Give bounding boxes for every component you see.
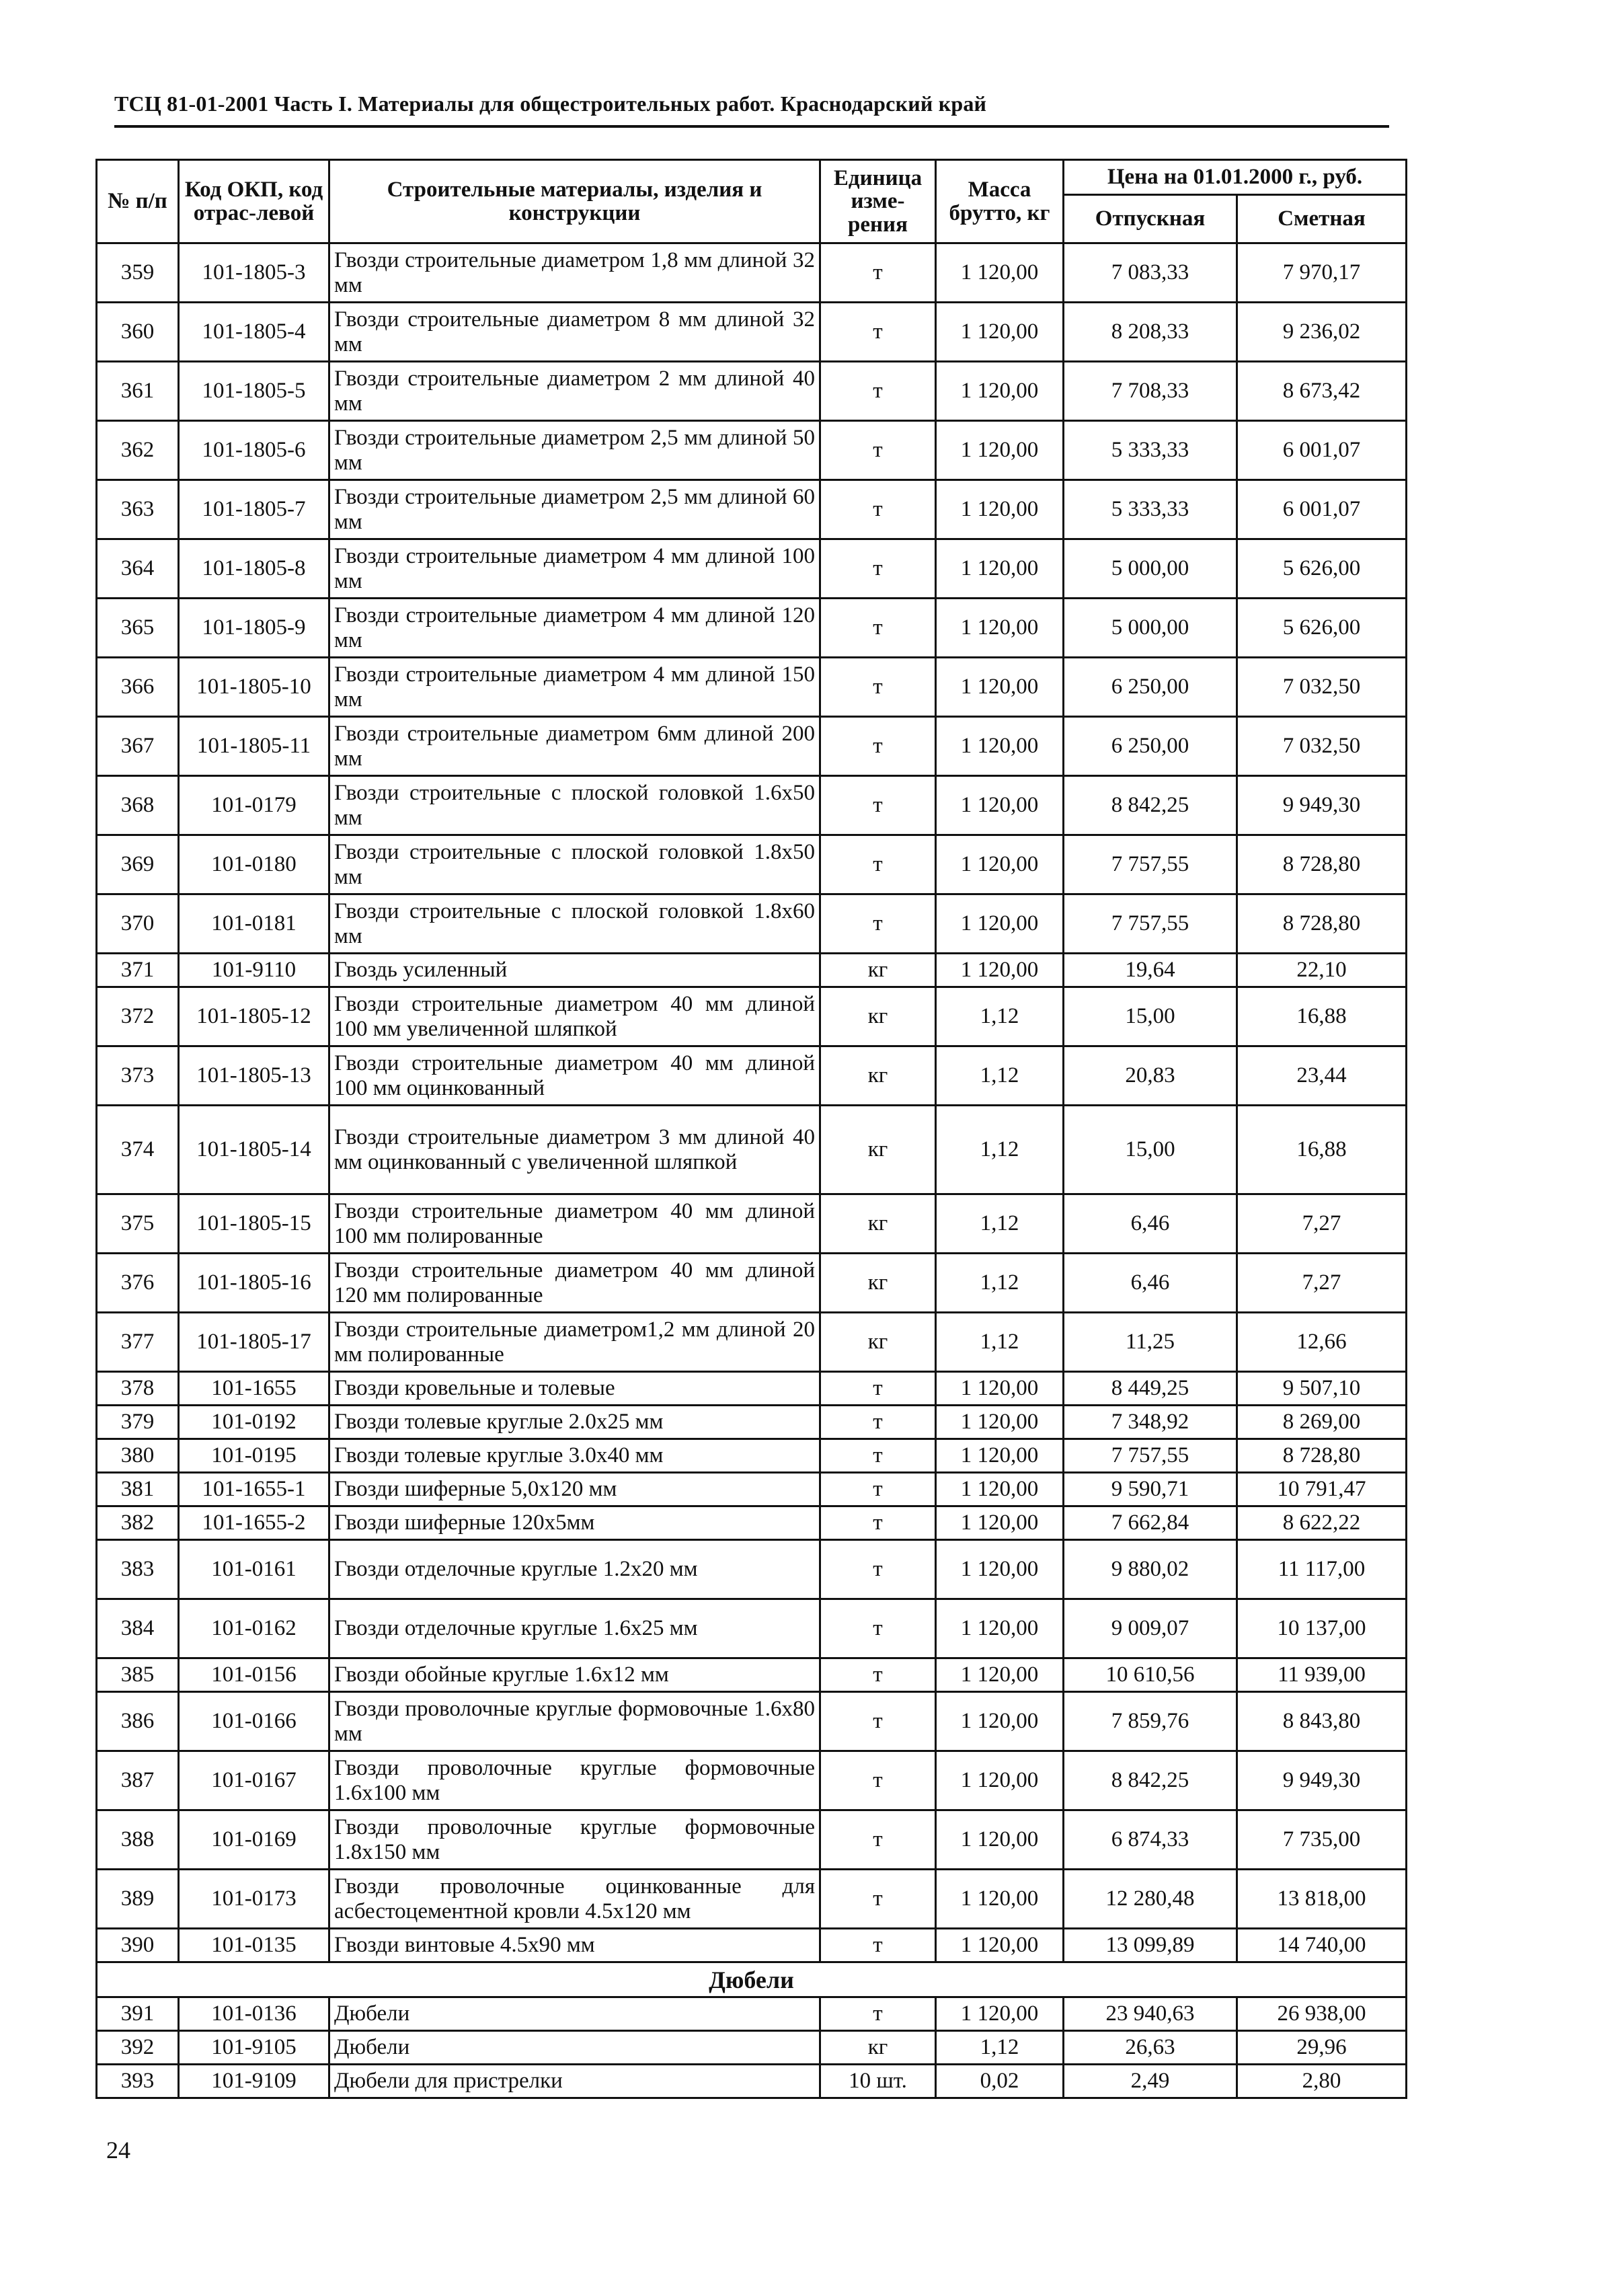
cell-code: 101-0192 xyxy=(179,1406,329,1439)
cell-name: Гвозди строительные диаметром 4 мм длиной 100 мм xyxy=(329,539,820,599)
cell-p2: 9 236,02 xyxy=(1237,303,1407,362)
cell-mass: 1 120,00 xyxy=(936,894,1064,954)
cell-name: Гвозди обойные круглые 1.6х12 мм xyxy=(329,1658,820,1692)
cell-p2: 5 626,00 xyxy=(1237,539,1407,599)
cell-name: Гвозди строительные диаметром 40 мм длиной 100 мм оцинкованный xyxy=(329,1046,820,1106)
cell-p1: 5 333,33 xyxy=(1064,480,1237,539)
cell-no: 366 xyxy=(97,658,179,717)
cell-unit: т xyxy=(820,1929,936,1962)
cell-code: 101-1805-17 xyxy=(179,1313,329,1372)
cell-p2: 8 728,80 xyxy=(1237,835,1407,894)
cell-unit: кг xyxy=(820,1254,936,1313)
cell-p2: 23,44 xyxy=(1237,1046,1407,1106)
cell-code: 101-9105 xyxy=(179,2031,329,2065)
cell-mass: 1 120,00 xyxy=(936,303,1064,362)
cell-code: 101-0173 xyxy=(179,1870,329,1929)
cell-p1: 15,00 xyxy=(1064,987,1237,1046)
table-row xyxy=(97,987,1407,1046)
cell-p1: 7 708,33 xyxy=(1064,362,1237,421)
cell-p1: 8 842,25 xyxy=(1064,776,1237,835)
cell-p2: 6 001,07 xyxy=(1237,421,1407,480)
table-row xyxy=(97,1997,1407,2031)
table-row xyxy=(97,421,1407,480)
table-row xyxy=(97,1439,1407,1473)
cell-p2: 16,88 xyxy=(1237,1106,1407,1194)
page-number: 24 xyxy=(106,2137,130,2164)
cell-unit: т xyxy=(820,1751,936,1810)
cell-code: 101-1805-14 xyxy=(179,1106,329,1194)
cell-p1: 7 083,33 xyxy=(1064,243,1237,303)
cell-unit: т xyxy=(820,1406,936,1439)
cell-code: 101-0180 xyxy=(179,835,329,894)
cell-no: 363 xyxy=(97,480,179,539)
cell-mass: 1 120,00 xyxy=(936,1473,1064,1506)
cell-p2: 13 818,00 xyxy=(1237,1870,1407,1929)
table-row xyxy=(97,2031,1407,2065)
header-price-release: Отпускная xyxy=(1064,195,1237,243)
cell-code: 101-0179 xyxy=(179,776,329,835)
cell-p1: 15,00 xyxy=(1064,1106,1237,1194)
cell-unit: т xyxy=(820,421,936,480)
cell-name: Дюбели для пристрелки xyxy=(329,2065,820,2098)
cell-no: 369 xyxy=(97,835,179,894)
cell-p1: 6,46 xyxy=(1064,1254,1237,1313)
cell-unit: т xyxy=(820,1439,936,1473)
cell-no: 371 xyxy=(97,954,179,987)
cell-no: 375 xyxy=(97,1194,179,1254)
cell-p2: 7,27 xyxy=(1237,1194,1407,1254)
cell-no: 390 xyxy=(97,1929,179,1962)
cell-p2: 8 728,80 xyxy=(1237,1439,1407,1473)
cell-name: Гвозди строительные диаметром 2 мм длиной 40 мм xyxy=(329,362,820,421)
cell-mass: 1 120,00 xyxy=(936,717,1064,776)
cell-mass: 1 120,00 xyxy=(936,954,1064,987)
table-row xyxy=(97,1254,1407,1313)
cell-code: 101-1805-16 xyxy=(179,1254,329,1313)
table-row xyxy=(97,1473,1407,1506)
cell-code: 101-1805-10 xyxy=(179,658,329,717)
cell-name: Гвозди строительные диаметром 3 мм длиной 40 мм оцинкованный с увеличенной шляпкой xyxy=(329,1106,820,1194)
table-row xyxy=(97,303,1407,362)
cell-unit: 10 шт. xyxy=(820,2065,936,2098)
table-row xyxy=(97,1810,1407,1870)
cell-no: 367 xyxy=(97,717,179,776)
cell-p2: 10 791,47 xyxy=(1237,1473,1407,1506)
cell-name: Дюбели xyxy=(329,2031,820,2065)
cell-p2: 2,80 xyxy=(1237,2065,1407,2098)
cell-p1: 7 757,55 xyxy=(1064,835,1237,894)
cell-mass: 1 120,00 xyxy=(936,1599,1064,1658)
cell-mass: 1 120,00 xyxy=(936,1540,1064,1599)
cell-unit: т xyxy=(820,717,936,776)
cell-unit: т xyxy=(820,1692,936,1751)
cell-no: 381 xyxy=(97,1473,179,1506)
cell-p2: 9 949,30 xyxy=(1237,1751,1407,1810)
materials-table xyxy=(95,159,1407,2099)
table-row xyxy=(97,658,1407,717)
cell-name: Гвозди проволочные оцинкованные для асбестоцементной кровли 4.5х120 мм xyxy=(329,1870,820,1929)
cell-no: 380 xyxy=(97,1439,179,1473)
cell-mass: 1,12 xyxy=(936,2031,1064,2065)
cell-mass: 1 120,00 xyxy=(936,1870,1064,1929)
cell-p1: 26,63 xyxy=(1064,2031,1237,2065)
cell-name: Гвозди проволочные круглые формовочные 1.6х80 мм xyxy=(329,1692,820,1751)
cell-name: Дюбели xyxy=(329,1997,820,2031)
table-row xyxy=(97,835,1407,894)
cell-no: 387 xyxy=(97,1751,179,1810)
cell-p2: 8 728,80 xyxy=(1237,894,1407,954)
header-no: № п/п xyxy=(97,160,179,243)
cell-name: Гвоздь усиленный xyxy=(329,954,820,987)
cell-mass: 1,12 xyxy=(936,987,1064,1046)
cell-p1: 7 662,84 xyxy=(1064,1506,1237,1540)
cell-no: 359 xyxy=(97,243,179,303)
cell-code: 101-1805-8 xyxy=(179,539,329,599)
cell-mass: 1 120,00 xyxy=(936,1658,1064,1692)
cell-mass: 1 120,00 xyxy=(936,1372,1064,1406)
cell-code: 101-0135 xyxy=(179,1929,329,1962)
cell-code: 101-1805-5 xyxy=(179,362,329,421)
header-rule xyxy=(114,125,1389,128)
cell-name: Гвозди строительные диаметром 4 мм длиной 120 мм xyxy=(329,599,820,658)
cell-p1: 5 000,00 xyxy=(1064,539,1237,599)
cell-code: 101-0156 xyxy=(179,1658,329,1692)
cell-no: 392 xyxy=(97,2031,179,2065)
cell-unit: кг xyxy=(820,987,936,1046)
table-row xyxy=(97,539,1407,599)
cell-code: 101-1805-3 xyxy=(179,243,329,303)
table-row xyxy=(97,2065,1407,2098)
cell-code: 101-0167 xyxy=(179,1751,329,1810)
cell-p1: 6 250,00 xyxy=(1064,717,1237,776)
cell-mass: 0,02 xyxy=(936,2065,1064,2098)
cell-unit: т xyxy=(820,1810,936,1870)
cell-no: 389 xyxy=(97,1870,179,1929)
table-row xyxy=(97,1599,1407,1658)
cell-p2: 5 626,00 xyxy=(1237,599,1407,658)
cell-unit: т xyxy=(820,303,936,362)
cell-name: Гвозди толевые круглые 3.0х40 мм xyxy=(329,1439,820,1473)
cell-no: 373 xyxy=(97,1046,179,1106)
cell-name: Гвозди строительные с плоской головкой 1.8х60 мм xyxy=(329,894,820,954)
cell-no: 384 xyxy=(97,1599,179,1658)
page-header: ТСЦ 81-01-2001 Часть I. Материалы для общестроительных работ. Краснодарский край xyxy=(114,91,987,116)
cell-name: Гвозди строительные диаметром 40 мм длиной 100 мм увеличенной шляпкой xyxy=(329,987,820,1046)
cell-mass: 1 120,00 xyxy=(936,421,1064,480)
cell-p2: 22,10 xyxy=(1237,954,1407,987)
cell-p2: 11 939,00 xyxy=(1237,1658,1407,1692)
cell-no: 376 xyxy=(97,1254,179,1313)
cell-p2: 14 740,00 xyxy=(1237,1929,1407,1962)
cell-p1: 9 880,02 xyxy=(1064,1540,1237,1599)
cell-code: 101-0161 xyxy=(179,1540,329,1599)
cell-mass: 1 120,00 xyxy=(936,1751,1064,1810)
cell-no: 368 xyxy=(97,776,179,835)
table-body xyxy=(97,243,1407,1962)
cell-p2: 29,96 xyxy=(1237,2031,1407,2065)
table-row xyxy=(97,1313,1407,1372)
cell-mass: 1 120,00 xyxy=(936,1810,1064,1870)
cell-name: Гвозди строительные диаметром 40 мм длиной 120 мм полированные xyxy=(329,1254,820,1313)
table-row xyxy=(97,894,1407,954)
cell-p1: 7 757,55 xyxy=(1064,894,1237,954)
cell-p2: 12,66 xyxy=(1237,1313,1407,1372)
cell-p1: 5 000,00 xyxy=(1064,599,1237,658)
table-row xyxy=(97,1106,1407,1194)
table-body-2 xyxy=(97,1997,1407,2098)
cell-mass: 1 120,00 xyxy=(936,362,1064,421)
section-row xyxy=(97,1962,1407,1997)
cell-p1: 11,25 xyxy=(1064,1313,1237,1372)
cell-mass: 1 120,00 xyxy=(936,776,1064,835)
table-row xyxy=(97,480,1407,539)
cell-unit: кг xyxy=(820,954,936,987)
cell-p2: 7 032,50 xyxy=(1237,658,1407,717)
header-mass: Масса брутто, кг xyxy=(936,160,1064,243)
cell-unit: кг xyxy=(820,1194,936,1254)
cell-code: 101-1805-9 xyxy=(179,599,329,658)
cell-p1: 2,49 xyxy=(1064,2065,1237,2098)
cell-name: Гвозди строительные диаметром 4 мм длиной 150 мм xyxy=(329,658,820,717)
cell-code: 101-0195 xyxy=(179,1439,329,1473)
table-row xyxy=(97,954,1407,987)
cell-name: Гвозди строительные диаметром 1,8 мм длиной 32 мм xyxy=(329,243,820,303)
cell-code: 101-9110 xyxy=(179,954,329,987)
table-row xyxy=(97,1506,1407,1540)
cell-unit: кг xyxy=(820,1046,936,1106)
cell-unit: т xyxy=(820,1372,936,1406)
cell-unit: т xyxy=(820,776,936,835)
cell-unit: т xyxy=(820,1658,936,1692)
cell-mass: 1 120,00 xyxy=(936,243,1064,303)
cell-unit: т xyxy=(820,362,936,421)
header-name: Строительные материалы, изделия и конструкции xyxy=(329,160,820,243)
cell-name: Гвозди строительные с плоской головкой 1.8х50 мм xyxy=(329,835,820,894)
cell-p1: 12 280,48 xyxy=(1064,1870,1237,1929)
cell-unit: кг xyxy=(820,2031,936,2065)
cell-unit: т xyxy=(820,1997,936,2031)
cell-code: 101-1805-4 xyxy=(179,303,329,362)
cell-no: 388 xyxy=(97,1810,179,1870)
table-row xyxy=(97,599,1407,658)
cell-name: Гвозди толевые круглые 2.0х25 мм xyxy=(329,1406,820,1439)
cell-p2: 11 117,00 xyxy=(1237,1540,1407,1599)
table-row xyxy=(97,717,1407,776)
cell-mass: 1,12 xyxy=(936,1254,1064,1313)
cell-unit: т xyxy=(820,1473,936,1506)
cell-p2: 8 673,42 xyxy=(1237,362,1407,421)
cell-p1: 6 250,00 xyxy=(1064,658,1237,717)
cell-p1: 7 348,92 xyxy=(1064,1406,1237,1439)
cell-no: 378 xyxy=(97,1372,179,1406)
cell-code: 101-1805-11 xyxy=(179,717,329,776)
cell-unit: кг xyxy=(820,1106,936,1194)
cell-unit: т xyxy=(820,1506,936,1540)
cell-code: 101-1805-15 xyxy=(179,1194,329,1254)
cell-name: Гвозди отделочные круглые 1.2х20 мм xyxy=(329,1540,820,1599)
cell-unit: т xyxy=(820,1870,936,1929)
table-row xyxy=(97,1929,1407,1962)
cell-p1: 7 859,76 xyxy=(1064,1692,1237,1751)
header-unit: Единица изме-рения xyxy=(820,160,936,243)
cell-code: 101-1655-2 xyxy=(179,1506,329,1540)
cell-no: 361 xyxy=(97,362,179,421)
table-row xyxy=(97,1692,1407,1751)
cell-p1: 5 333,33 xyxy=(1064,421,1237,480)
cell-unit: т xyxy=(820,658,936,717)
cell-p1: 8 449,25 xyxy=(1064,1372,1237,1406)
cell-no: 362 xyxy=(97,421,179,480)
cell-code: 101-1805-6 xyxy=(179,421,329,480)
cell-no: 364 xyxy=(97,539,179,599)
cell-p1: 8 842,25 xyxy=(1064,1751,1237,1810)
cell-no: 386 xyxy=(97,1692,179,1751)
cell-p2: 7 970,17 xyxy=(1237,243,1407,303)
cell-mass: 1 120,00 xyxy=(936,1439,1064,1473)
table-row xyxy=(97,1046,1407,1106)
cell-name: Гвозди винтовые 4.5х90 мм xyxy=(329,1929,820,1962)
cell-no: 382 xyxy=(97,1506,179,1540)
cell-code: 101-0162 xyxy=(179,1599,329,1658)
cell-name: Гвозди строительные диаметром 2,5 мм длиной 50 мм xyxy=(329,421,820,480)
cell-unit: т xyxy=(820,599,936,658)
table-row xyxy=(97,1372,1407,1406)
cell-unit: кг xyxy=(820,1313,936,1372)
cell-unit: т xyxy=(820,480,936,539)
cell-p2: 8 843,80 xyxy=(1237,1692,1407,1751)
cell-p2: 26 938,00 xyxy=(1237,1997,1407,2031)
cell-code: 101-1805-13 xyxy=(179,1046,329,1106)
cell-p1: 23 940,63 xyxy=(1064,1997,1237,2031)
cell-name: Гвозди строительные диаметром 2,5 мм длиной 60 мм xyxy=(329,480,820,539)
cell-p1: 6 874,33 xyxy=(1064,1810,1237,1870)
cell-mass: 1 120,00 xyxy=(936,1506,1064,1540)
cell-p1: 6,46 xyxy=(1064,1194,1237,1254)
table-row xyxy=(97,1658,1407,1692)
cell-no: 365 xyxy=(97,599,179,658)
cell-code: 101-1655 xyxy=(179,1372,329,1406)
cell-no: 374 xyxy=(97,1106,179,1194)
cell-code: 101-1655-1 xyxy=(179,1473,329,1506)
cell-name: Гвозди строительные диаметром 8 мм длиной 32 мм xyxy=(329,303,820,362)
cell-p2: 8 269,00 xyxy=(1237,1406,1407,1439)
cell-p2: 16,88 xyxy=(1237,987,1407,1046)
cell-p1: 19,64 xyxy=(1064,954,1237,987)
cell-mass: 1 120,00 xyxy=(936,539,1064,599)
cell-name: Гвозди отделочные круглые 1.6х25 мм xyxy=(329,1599,820,1658)
cell-p2: 7,27 xyxy=(1237,1254,1407,1313)
cell-code: 101-0181 xyxy=(179,894,329,954)
cell-p1: 10 610,56 xyxy=(1064,1658,1237,1692)
cell-name: Гвозди строительные диаметром 6мм длиной 200 мм xyxy=(329,717,820,776)
table-row xyxy=(97,1751,1407,1810)
cell-code: 101-9109 xyxy=(179,2065,329,2098)
cell-p1: 20,83 xyxy=(1064,1046,1237,1106)
cell-no: 383 xyxy=(97,1540,179,1599)
cell-p1: 9 590,71 xyxy=(1064,1473,1237,1506)
cell-code: 101-1805-12 xyxy=(179,987,329,1046)
table-row xyxy=(97,1406,1407,1439)
table-row xyxy=(97,1540,1407,1599)
cell-p1: 9 009,07 xyxy=(1064,1599,1237,1658)
cell-mass: 1 120,00 xyxy=(936,599,1064,658)
header-price-estimate: Сметная xyxy=(1237,195,1407,243)
table-row xyxy=(97,776,1407,835)
table-row xyxy=(97,362,1407,421)
section-title: Дюбели xyxy=(97,1962,1407,1997)
table-row xyxy=(97,1194,1407,1254)
cell-unit: т xyxy=(820,243,936,303)
cell-mass: 1 120,00 xyxy=(936,1406,1064,1439)
table-row xyxy=(97,1870,1407,1929)
cell-code: 101-0166 xyxy=(179,1692,329,1751)
cell-name: Гвозди шиферные 120х5мм xyxy=(329,1506,820,1540)
cell-name: Гвозди строительные диаметром1,2 мм длиной 20 мм полированные xyxy=(329,1313,820,1372)
cell-name: Гвозди проволочные круглые формовочные 1.6х100 мм xyxy=(329,1751,820,1810)
cell-name: Гвозди кровельные и толевые xyxy=(329,1372,820,1406)
cell-unit: т xyxy=(820,539,936,599)
header-price-group: Цена на 01.01.2000 г., руб. xyxy=(1064,160,1407,195)
cell-unit: т xyxy=(820,835,936,894)
cell-no: 391 xyxy=(97,1997,179,2031)
cell-mass: 1 120,00 xyxy=(936,1692,1064,1751)
cell-mass: 1 120,00 xyxy=(936,835,1064,894)
cell-unit: т xyxy=(820,1540,936,1599)
cell-p1: 7 757,55 xyxy=(1064,1439,1237,1473)
cell-p2: 7 032,50 xyxy=(1237,717,1407,776)
cell-mass: 1 120,00 xyxy=(936,658,1064,717)
cell-mass: 1,12 xyxy=(936,1313,1064,1372)
cell-no: 385 xyxy=(97,1658,179,1692)
table-row xyxy=(97,243,1407,303)
cell-no: 377 xyxy=(97,1313,179,1372)
cell-p1: 13 099,89 xyxy=(1064,1929,1237,1962)
cell-no: 370 xyxy=(97,894,179,954)
cell-mass: 1 120,00 xyxy=(936,1929,1064,1962)
cell-code: 101-0169 xyxy=(179,1810,329,1870)
cell-mass: 1 120,00 xyxy=(936,480,1064,539)
cell-p2: 7 735,00 xyxy=(1237,1810,1407,1870)
cell-p1: 8 208,33 xyxy=(1064,303,1237,362)
cell-no: 360 xyxy=(97,303,179,362)
cell-unit: т xyxy=(820,894,936,954)
cell-code: 101-0136 xyxy=(179,1997,329,2031)
cell-mass: 1,12 xyxy=(936,1046,1064,1106)
cell-mass: 1,12 xyxy=(936,1194,1064,1254)
cell-name: Гвозди проволочные круглые формовочные 1.8х150 мм xyxy=(329,1810,820,1870)
cell-unit: т xyxy=(820,1599,936,1658)
cell-mass: 1,12 xyxy=(936,1106,1064,1194)
cell-p2: 6 001,07 xyxy=(1237,480,1407,539)
cell-name: Гвозди строительные с плоской головкой 1.6х50 мм xyxy=(329,776,820,835)
cell-p2: 10 137,00 xyxy=(1237,1599,1407,1658)
cell-mass: 1 120,00 xyxy=(936,1997,1064,2031)
cell-no: 372 xyxy=(97,987,179,1046)
cell-no: 393 xyxy=(97,2065,179,2098)
cell-p2: 8 622,22 xyxy=(1237,1506,1407,1540)
header-code: Код ОКП, код отрас-левой xyxy=(179,160,329,243)
cell-no: 379 xyxy=(97,1406,179,1439)
cell-code: 101-1805-7 xyxy=(179,480,329,539)
cell-p2: 9 507,10 xyxy=(1237,1372,1407,1406)
cell-name: Гвозди шиферные 5,0х120 мм xyxy=(329,1473,820,1506)
cell-p2: 9 949,30 xyxy=(1237,776,1407,835)
cell-name: Гвозди строительные диаметром 40 мм длиной 100 мм полированные xyxy=(329,1194,820,1254)
